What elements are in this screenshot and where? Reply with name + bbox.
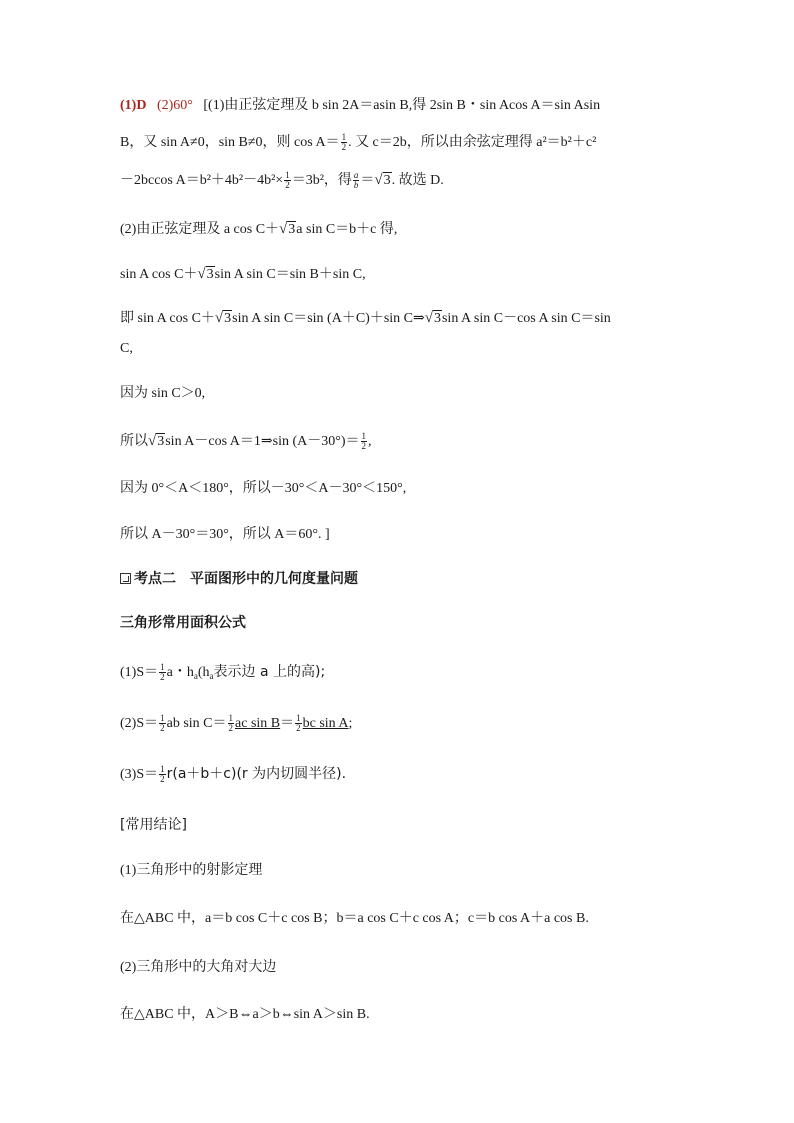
- section-title: 考点二 平面图形中的几何度量问题: [120, 569, 358, 589]
- formula-2: (2)S＝ $\frac{1}{2}$ ab sin C＝ $\frac{1}{2}$ ac sin B＝ $\frac{1}{2}$ bc sin A;: [120, 713, 353, 734]
- answer-line-7: C,: [120, 341, 133, 356]
- sqrt-3: √3: [424, 310, 441, 326]
- answer-line-2: [120, 133, 596, 153]
- answer-text: . 故选 D.: [391, 173, 444, 188]
- answer-text: . 又 c＝2b，所以由余弦定理得 a²＝b²＋c²: [348, 135, 597, 150]
- answer-part2-label: (2)60°: [156, 98, 193, 113]
- formula-1: (1)S＝ $\frac{1}{2}$ a・$h_a(h_a$表示边 a 上的高);: [120, 662, 326, 683]
- answer-line-5: sin A cos C＋√3sin A sin C＝sin B＋sin C,: [120, 264, 366, 285]
- fraction-half: $\frac{1}{2}$: [228, 713, 234, 734]
- answer-text: B，又 sin A≠0，sin B≠0，则 cos A＝: [120, 135, 340, 150]
- answer-line-10: 因为 0°＜A＜180°，所以－30°＜A－30°＜150°,: [120, 481, 407, 496]
- answer-text: －2bccos A＝b²＋4b²－4b²×: [120, 173, 284, 188]
- sqrt-3: √3: [197, 266, 214, 282]
- formula-heading: 三角形常用面积公式: [120, 615, 246, 631]
- formula-3: (3)S＝ $\frac{1}{2}$ r(a＋b＋c)(r 为内切圆半径).: [120, 764, 347, 785]
- fraction-half: $\frac{1}{2}$: [160, 764, 165, 785]
- fraction-half: $\frac{1}{2}$: [160, 662, 165, 683]
- sqrt-3: √3: [279, 221, 296, 237]
- fraction-half: $\frac{1}{2}$: [160, 713, 165, 734]
- section-marker-icon: [120, 573, 131, 584]
- answer-text: ＝3b²，得: [291, 173, 352, 188]
- conclusion-heading: [常用结论]: [120, 817, 187, 833]
- answer-line-8: 因为 sin C＞0,: [120, 386, 206, 401]
- fraction-half: $\frac{1}{2}$: [341, 132, 347, 153]
- sqrt-3: √3: [374, 172, 391, 188]
- answer-line-11: 所以 A－30°＝30°，所以 A＝60°. ]: [120, 527, 330, 542]
- conclusion-2-body: 在△ABC 中，A＞B⇔a＞b⇔sin A＞sin B.: [120, 1007, 370, 1022]
- conclusion-1-body: 在△ABC 中，a＝b cos C＋c cos B；b＝a cos C＋c cos A；c＝b cos A＋a cos B.: [120, 911, 589, 926]
- answer-line-4: (2)由正弦定理及 a cos C＋√3a sin C＝b＋c 得,: [120, 219, 397, 240]
- answer-line-1: [120, 96, 600, 116]
- answer-line-6: 即 sin A cos C＋√3sin A sin C＝sin (A＋C)＋sin C⇒√3sin A sin C－cos A sin C＝sin: [120, 308, 611, 329]
- answer-text: [(1)由正弦定理及 b sin 2A＝asin B,得 2sin B・sin Acos A＝sin Asin: [203, 98, 601, 113]
- sqrt-3: √3: [214, 310, 232, 326]
- answer-part1-label: (1)D: [120, 98, 147, 113]
- conclusion-1-title: (1)三角形中的射影定理: [120, 863, 263, 878]
- sqrt-3: √3: [148, 433, 165, 449]
- fraction-half: $\frac{1}{2}$: [285, 170, 290, 191]
- fraction-a-over-b: $\frac{a}{b}$: [353, 170, 359, 191]
- conclusion-2-title: (2)三角形中的大角对大边: [120, 960, 277, 975]
- fraction-half: $\frac{1}{2}$: [296, 713, 301, 734]
- fraction-half: $\frac{1}{2}$: [361, 431, 367, 452]
- answer-line-9: 所以√3sin A－cos A＝1⇒sin (A－30°)＝ $\frac{1}{2}$ ,: [120, 431, 372, 452]
- answer-line-3: －2bccos A＝b²＋4b²－4b²× $\frac{1}{2}$ ＝3b²，得 $\frac{a}{b}$ ＝√3. 故选 D.: [120, 170, 444, 191]
